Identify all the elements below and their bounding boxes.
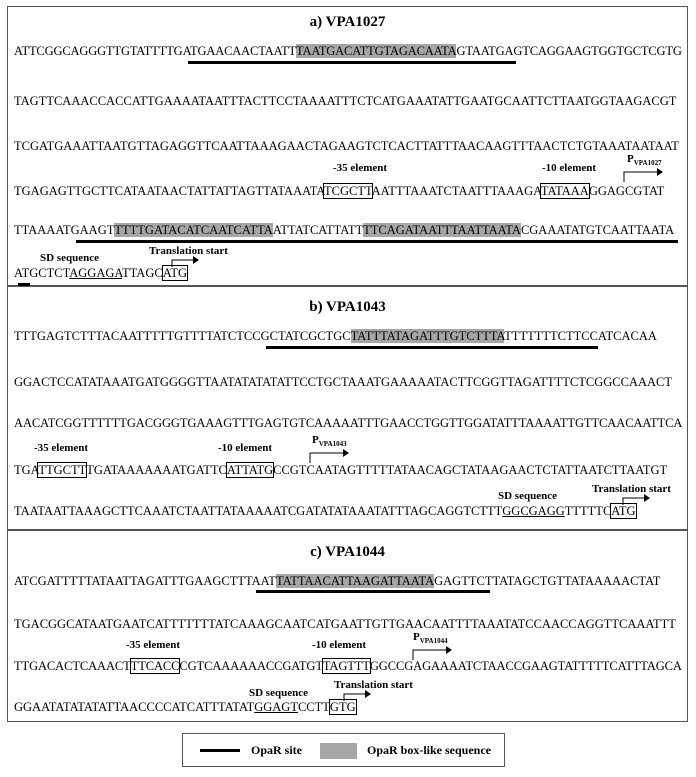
legend-opar-site: OpaR site [251, 743, 302, 757]
boxed-element: ATG [162, 266, 188, 280]
boxed-element: TATAAA [540, 184, 589, 198]
legend-line-swatch [200, 749, 240, 752]
promoter-letter: P [627, 153, 634, 165]
sequence-segment: ATCGATTTTTATAATTAGATTTGAAGCTTTAAT [14, 574, 276, 588]
minus35-label: -35 element [333, 162, 388, 174]
sequence-segment: TGATAAAAAAATGATTC [86, 463, 227, 477]
promoter-label [413, 631, 448, 645]
sequence-line [14, 139, 679, 154]
boxed-element: TTGCTT [38, 463, 87, 477]
panel-title: c) VPA1044 [310, 544, 385, 560]
sequence-segment: TTAGC [122, 266, 163, 280]
translation-start-label: Translation start [149, 245, 228, 257]
sd-sequence: GGAGT [254, 700, 298, 714]
boxed-element: TAGTTT [322, 659, 370, 673]
promoter-letter: P [413, 631, 420, 643]
sequence-line [14, 94, 676, 109]
sequence-segment: TTTTTC [564, 504, 612, 518]
minus10-label: -10 element [218, 442, 273, 454]
promoter-subscript: VPA1043 [318, 440, 347, 449]
sequence-segment: TTTTTTTCTT [504, 329, 582, 343]
sequence-segment: AATTTAAATCTAATTTAAAGA [371, 184, 541, 198]
legend-box-swatch [320, 743, 357, 759]
opar-site-line [266, 346, 598, 349]
opar-site-line [188, 61, 516, 64]
sequence-line [14, 375, 672, 390]
sequence-line [14, 504, 636, 519]
legend-box-like: OpaR box-like sequence [367, 743, 492, 757]
sequence-line [14, 574, 660, 589]
minus35-label: -35 element [126, 639, 181, 651]
opar-box-like-sequence: TTTTGATACATCAATCATTA [114, 223, 273, 237]
legend [182, 733, 505, 767]
sequence-segment: TGACGGCATAATGAATCATTTTTTTATCAAAGCAATCATGAATTGTTGAACAATTTTAAATATCCAACCAGGTTCAAATTT [14, 617, 676, 631]
sequence-segment: CCTT [297, 700, 330, 714]
sequence-segment: ATGCTCT [14, 266, 70, 280]
panel-b [7, 286, 688, 530]
sequence-segment: AACATCGGTTTTTTGACGGGTGAAAGTTTGAGTGTCAAAAATTTGAACCTGGTTGGATATTTAAAATTGTTCAACAATTCA [14, 416, 683, 430]
sequence-segment: ATTCGGCAGGGTTGTATTTTG [14, 44, 183, 58]
sequence-segment: GGAGCGTAT [588, 184, 665, 198]
sequence-line [14, 617, 676, 632]
sequence-line [14, 266, 187, 281]
sequence-segment: GCTATCGCTGC [260, 329, 351, 343]
sequence-line [14, 184, 664, 199]
sequence-line [14, 223, 674, 238]
sequence-segment: ATGAACAACTAATT [182, 44, 296, 58]
panel-a [7, 6, 688, 286]
sequence-segment: ATTATCATTATT [272, 223, 364, 237]
sequence-segment: TGAGAGTTGCTTCATAATAACTATTATTAGTTATAAATA [14, 184, 325, 198]
panel-c [7, 530, 688, 722]
minus10-label: -10 element [542, 162, 597, 174]
sequence-segment: GGACTCCATATAAATGATGGGGTTAATATATATATTCCTGCTAAATGAAAAATACTTCGGTTAGATTTTCTCGGCCAAACT [14, 375, 673, 389]
sequence-segment: CGTCAAAAAACCGATGT [179, 659, 323, 673]
boxed-element: ATTATG [226, 463, 274, 477]
promoter-label [627, 153, 662, 167]
sequence-line [14, 416, 682, 431]
promoter-arrow-icon [309, 448, 349, 464]
sequence-segment: TTAAAATG [14, 223, 80, 237]
minus10-label: -10 element [312, 639, 367, 651]
sequence-segment: TTTGAGTCTTTACAATTTTTGTTTTATCTCC [14, 329, 261, 343]
sequence-line [14, 44, 682, 59]
sd-label: SD sequence [249, 687, 308, 699]
sequence-line [14, 659, 682, 674]
sd-sequence: AGGAGA [69, 266, 123, 280]
sequence-segment: GAGTTCTTATAGCTGTTATAAAAACTAT [434, 574, 661, 588]
promoter-arrow-icon [623, 167, 663, 183]
opar-box-like-sequence: TATTAACATTAAGATTAATA [275, 574, 435, 588]
sequence-segment: TAATAATTAAAGCTTCAAATCTAATTATAAAAATCGATATATAAATATTTAGCAGGTCTTT [14, 504, 503, 518]
promoter-label [312, 434, 347, 448]
panel-title: a) VPA1027 [309, 14, 386, 30]
boxed-element: TTCACC [130, 659, 180, 673]
sequence-segment: CCATCACAA [581, 329, 657, 343]
sequence-segment: GGAATATATATATTAACCCCATCATTTATAT [14, 700, 255, 714]
panel-title: b) VPA1043 [309, 299, 386, 315]
sequence-segment: TGA [14, 463, 39, 477]
sequence-segment: GTAATGAGT [456, 44, 530, 58]
sequence-segment: TTGACACTCAAACT [14, 659, 131, 673]
opar-site-line [76, 240, 678, 243]
minus35-label: -35 element [34, 442, 89, 454]
sequence-segment: TAGTTCAAACCACCATTGAAAATAATTTACTTCCTAAAATTTCTCATGAAATATTGAATGCAATTCTTAATGGTAAGACGT [14, 94, 677, 108]
sequence-segment: CAGGAAGTGGTGCTCGTG [529, 44, 682, 58]
sequence-segment: CGAAATATGTCAATTAATA [520, 223, 675, 237]
sequence-segment: GGCCGAGAAAATCTAACCGAAGTATTTTTCATTTAGCA [369, 659, 682, 673]
boxed-element: TCGCTT [324, 184, 372, 198]
sequence-line [14, 329, 657, 344]
boxed-element: GTG [329, 700, 356, 714]
sequence-line [14, 700, 356, 715]
promoter-letter: P [312, 434, 319, 446]
sequence-segment: CCGTCAATAGTTTTTATAACAGCTATAAGAACTCTATTAATCTTAATGT [273, 463, 668, 477]
opar-box-like-sequence: TATTTATAGATTTGTCTTTA [350, 329, 505, 343]
opar-site-line [256, 590, 490, 593]
sequence-line [14, 463, 667, 478]
opar-box-like-sequence: TAATGACATTGTAGACAATA [296, 44, 457, 58]
sequence-segment: AAGT [79, 223, 115, 237]
sd-label: SD sequence [498, 490, 557, 502]
sd-label: SD sequence [40, 252, 99, 264]
translation-start-label: Translation start [334, 679, 413, 691]
opar-box-like-sequence: TTCAGATAATTTAATTAATA [363, 223, 521, 237]
sd-sequence: GGCGAGG [502, 504, 565, 518]
promoter-subscript: VPA1044 [419, 637, 448, 646]
boxed-element: ATG [611, 504, 636, 518]
sequence-segment: TCGATGAAATTAATGTTAGAGGTTCAATTAAAGAACTAGAAGTCTCACTTATTTAACAAGTTTAACTCTGTAAATAATAAT [14, 139, 679, 153]
promoter-subscript: VPA1027 [633, 159, 662, 168]
translation-start-label: Translation start [592, 483, 671, 495]
